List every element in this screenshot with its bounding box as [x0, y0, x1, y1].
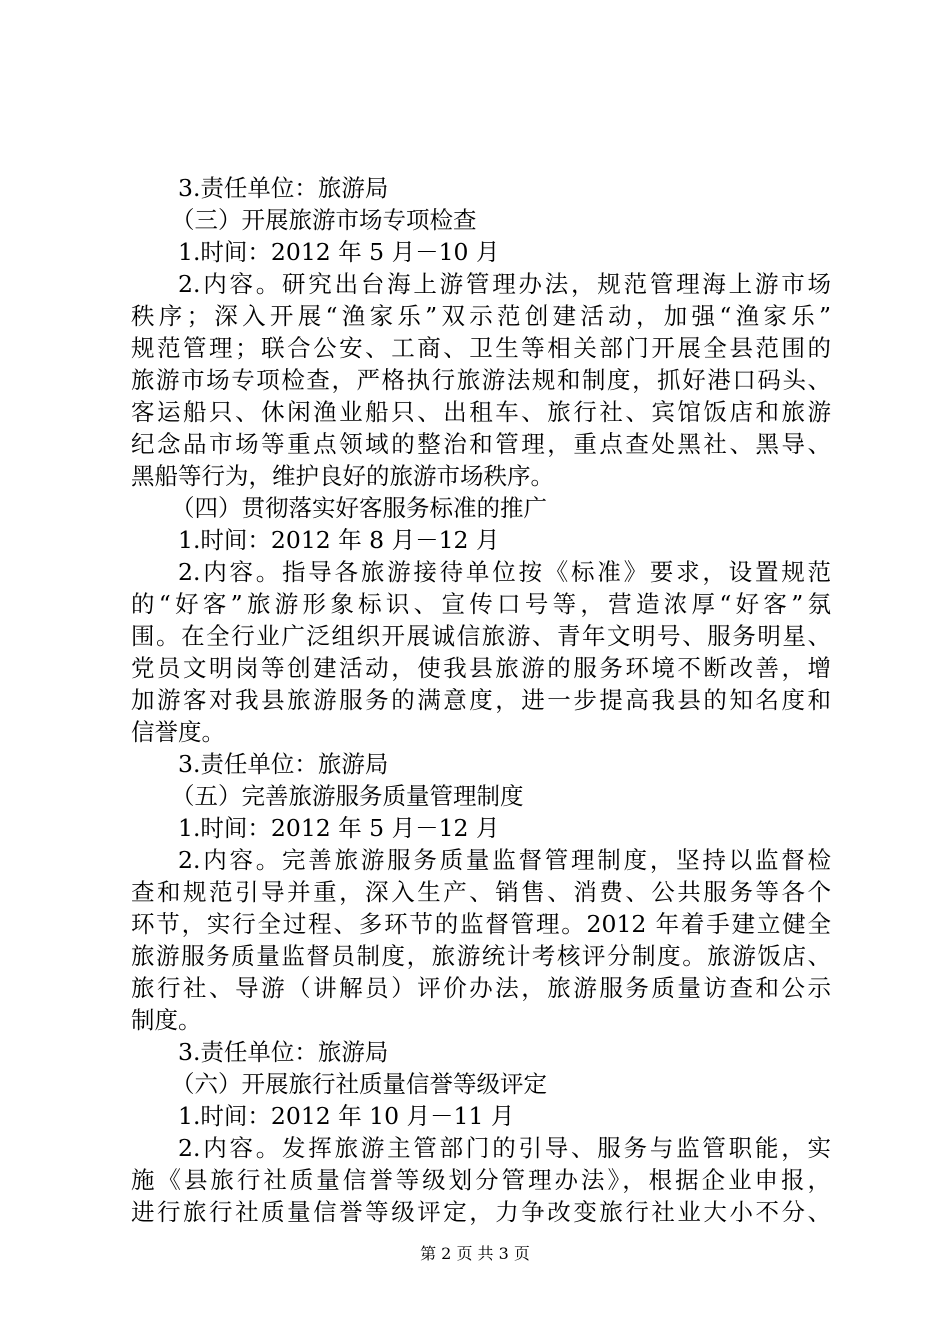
- paragraph-line: 施《县旅行社质量信誉等级划分管理办法》，根据企业申报，: [131, 1166, 831, 1194]
- page-number-footer: 第 2 页 共 3 页: [420, 1244, 530, 1263]
- document-body: [131, 172, 831, 1228]
- paragraph-line: 1.时间：2012 年 5 月－12 月: [178, 814, 500, 842]
- paragraph-line: 3.责任单位：旅游局: [178, 750, 389, 778]
- paragraph-line: 秩序；深入开展“渔家乐”双示范创建活动，加强“渔家乐”: [131, 302, 831, 330]
- paragraph-line: 旅行社、导游（讲解员）评价办法，旅游服务质量访查和公示: [131, 974, 831, 1002]
- paragraph-line: 信誉度。: [131, 718, 225, 746]
- paragraph-line: 2.内容。发挥旅游主管部门的引导、服务与监管职能，实: [178, 1134, 831, 1162]
- paragraph-line: 党员文明岗等创建活动，使我县旅游的服务环境不断改善，增: [131, 654, 831, 682]
- paragraph-line: 2.内容。研究出台海上游管理办法，规范管理海上游市场: [178, 270, 831, 298]
- paragraph-line: 环节，实行全过程、多环节的监督管理。2012 年着手建立健全: [131, 910, 831, 938]
- paragraph-line: 规范管理；联合公安、工商、卫生等相关部门开展全县范围的: [131, 334, 831, 362]
- section-heading: （六）开展旅行社质量信誉等级评定: [171, 1070, 547, 1098]
- paragraph-line: 客运船只、休闲渔业船只、出租车、旅行社、宾馆饭店和旅游: [131, 398, 831, 426]
- paragraph-line: 的“好客”旅游形象标识、宣传口号等，营造浓厚“好客”氛: [131, 590, 831, 618]
- paragraph-line: 加游客对我县旅游服务的满意度，进一步提高我县的知名度和: [131, 686, 831, 714]
- paragraph-line: 制度。: [131, 1006, 202, 1034]
- paragraph-line: 1.时间：2012 年 8 月－12 月: [178, 526, 500, 554]
- section-heading: （四）贯彻落实好客服务标准的推广: [171, 494, 547, 522]
- paragraph-line: 旅游市场专项检查，严格执行旅游法规和制度，抓好港口码头、: [131, 366, 831, 394]
- paragraph-line: 2.内容。指导各旅游接待单位按《标准》要求，设置规范: [178, 558, 831, 586]
- paragraph-line: 进行旅行社质量信誉等级评定，力争改变旅行社业大小不分、: [131, 1198, 831, 1226]
- paragraph-line: 纪念品市场等重点领域的整治和管理，重点查处黑社、黑导、: [131, 430, 831, 458]
- paragraph-line: 黑船等行为，维护良好的旅游市场秩序。: [131, 462, 554, 490]
- paragraph-line: 旅游服务质量监督员制度，旅游统计考核评分制度。旅游饭店、: [131, 942, 831, 970]
- paragraph-line: 2.内容。完善旅游服务质量监督管理制度，坚持以监督检: [178, 846, 831, 874]
- paragraph-line: 3.责任单位：旅游局: [178, 174, 389, 202]
- section-heading: （五）完善旅游服务质量管理制度: [171, 782, 524, 810]
- paragraph-line: 查和规范引导并重，深入生产、销售、消费、公共服务等各个: [131, 878, 831, 906]
- paragraph-line: 3.责任单位：旅游局: [178, 1038, 389, 1066]
- section-heading: （三）开展旅游市场专项检查: [171, 206, 477, 234]
- paragraph-line: 1.时间：2012 年 10 月－11 月: [178, 1102, 515, 1130]
- paragraph-line: 1.时间：2012 年 5 月－10 月: [178, 238, 500, 266]
- paragraph-line: 围。在全行业广泛组织开展诚信旅游、青年文明号、服务明星、: [131, 622, 831, 650]
